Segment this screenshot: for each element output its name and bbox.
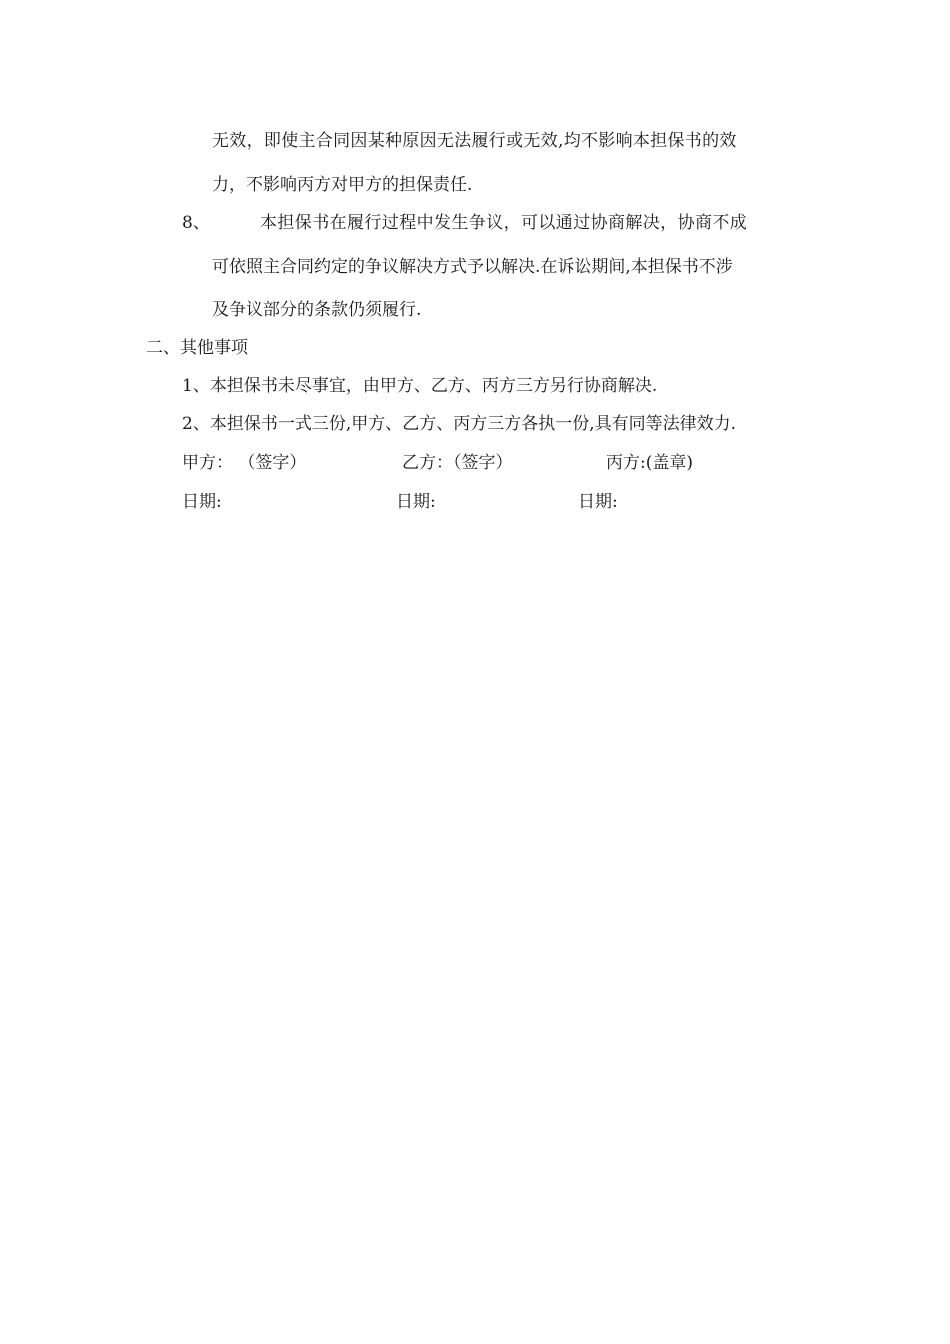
paragraph-7-continuation-line-2: 力，不影响丙方对甲方的担保责任. (212, 175, 473, 195)
paragraph-8-line-3: 及争议部分的条款仍须履行. (212, 300, 422, 320)
paragraph-8-line-2: 可依照主合同约定的争议解决方式予以解决.在诉讼期间,本担保书不涉 (212, 257, 733, 277)
section-2-item-1: 1、本担保书未尽事宜，由甲方、乙方、丙方三方另行协商解决. (182, 376, 658, 396)
date-party-b: 日期: (396, 492, 436, 512)
date-party-a: 日期: (182, 492, 222, 512)
signature-party-c: 丙方:(盖章) (606, 453, 693, 473)
section-2-item-2: 2、本担保书一式三份,甲方、乙方、丙方三方各执一份,具有同等法律效力. (182, 414, 737, 434)
paragraph-8-number: 8、 (182, 213, 210, 233)
date-party-c: 日期: (578, 492, 618, 512)
paragraph-8-line-1: 本担保书在履行过程中发生争议，可以通过协商解决，协商不成 (260, 213, 748, 233)
paragraph-7-continuation-line-1: 无效，即使主合同因某种原因无法履行或无效,均不影响本担保书的效 (212, 131, 737, 151)
section-2-heading: 二、其他事项 (146, 338, 248, 358)
signature-party-b: 乙方：（签字） (402, 453, 513, 473)
signature-party-a: 甲方： （签字） (182, 453, 307, 473)
